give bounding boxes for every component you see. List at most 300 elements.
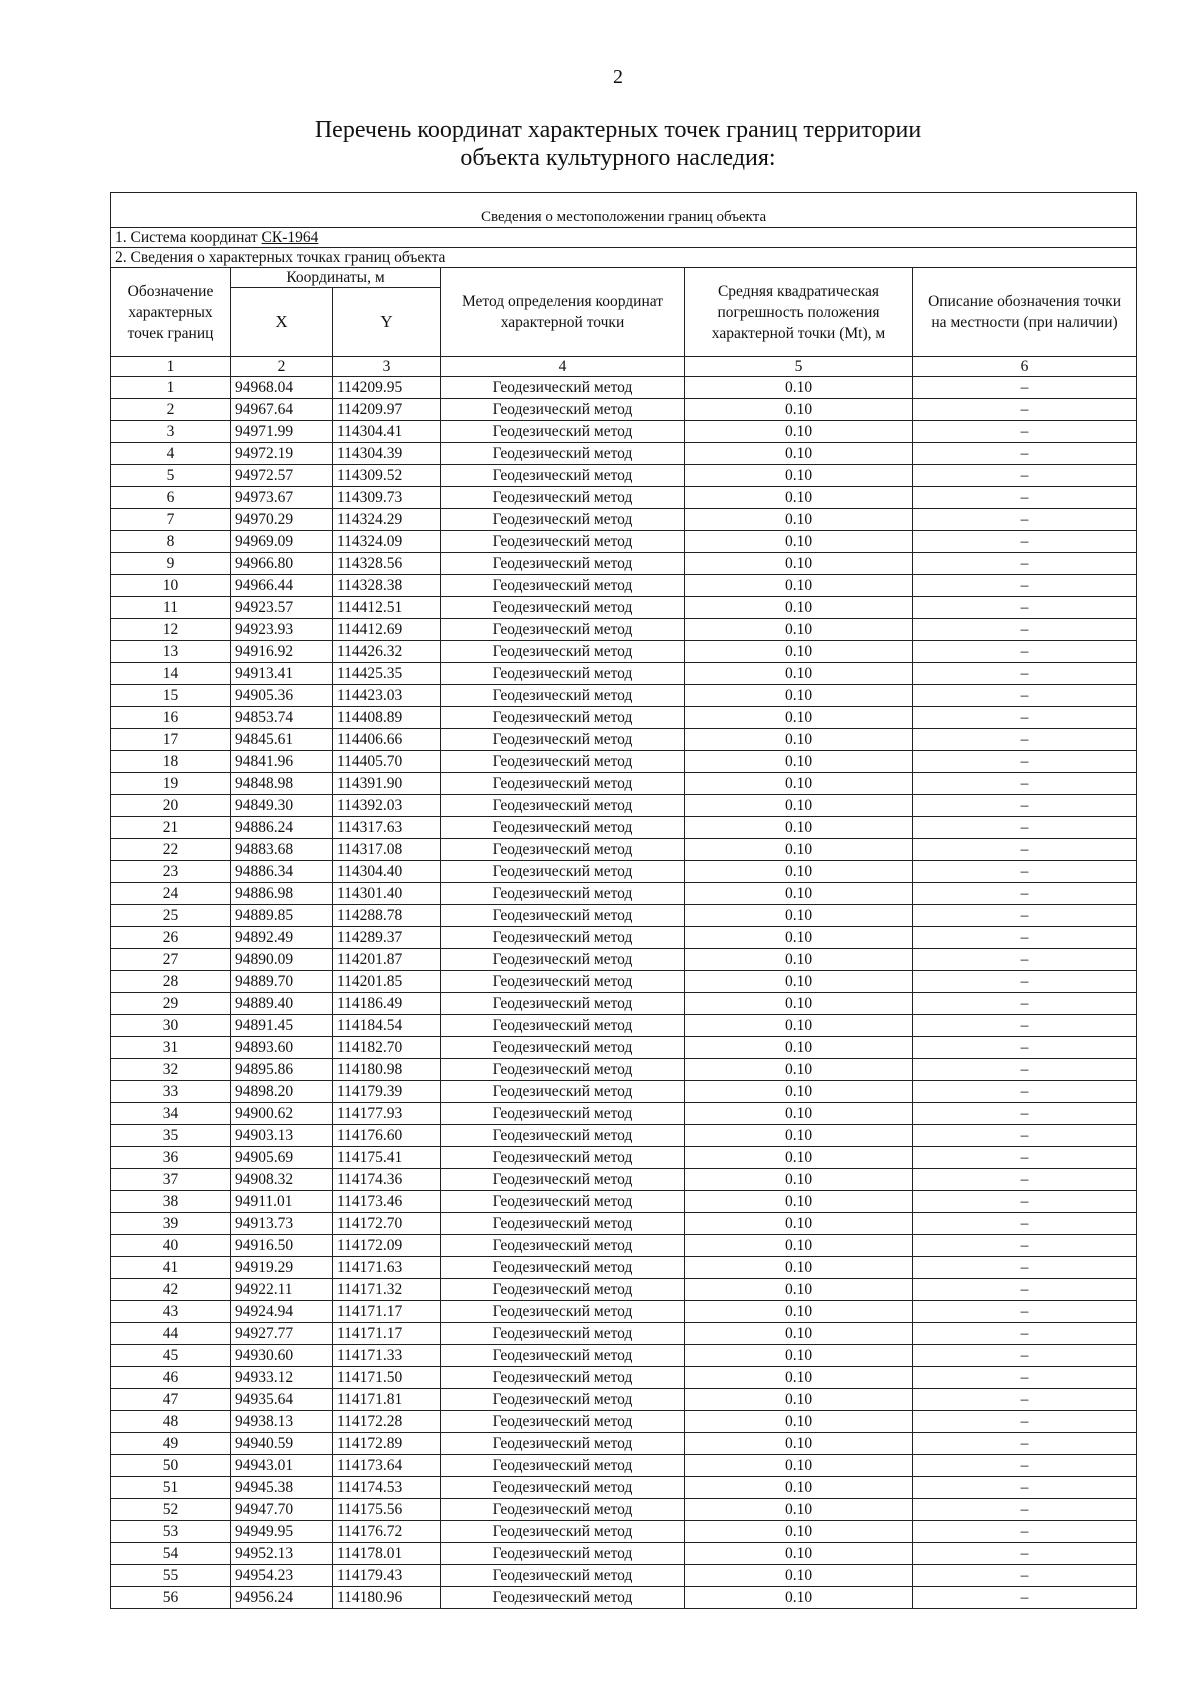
point-number-cell: 52 <box>111 1499 231 1521</box>
description-cell: – <box>913 1477 1137 1499</box>
page-title <box>0 116 1200 172</box>
point-number-cell: 27 <box>111 949 231 971</box>
section-title-row <box>111 193 1137 228</box>
point-number-cell: 53 <box>111 1521 231 1543</box>
table-row <box>111 685 1137 707</box>
description-cell: – <box>913 1499 1137 1521</box>
point-number-cell: 5 <box>111 465 231 487</box>
point-number-cell: 55 <box>111 1565 231 1587</box>
table-row <box>111 1389 1137 1411</box>
point-number-cell: 29 <box>111 993 231 1015</box>
y-coordinate-cell: 114171.17 <box>333 1323 441 1345</box>
method-cell: Геодезический метод <box>441 773 685 795</box>
y-coordinate-cell: 114173.46 <box>333 1191 441 1213</box>
x-coordinate-cell: 94908.32 <box>231 1169 333 1191</box>
point-number-cell: 45 <box>111 1345 231 1367</box>
method-cell: Геодезический метод <box>441 707 685 729</box>
table-row <box>111 1543 1137 1565</box>
point-number-cell: 25 <box>111 905 231 927</box>
method-cell: Геодезический метод <box>441 1301 685 1323</box>
description-cell: – <box>913 1521 1137 1543</box>
point-number-cell: 11 <box>111 597 231 619</box>
description-cell: – <box>913 1213 1137 1235</box>
y-coordinate-cell: 114426.32 <box>333 641 441 663</box>
accuracy-cell: 0.10 <box>685 1301 913 1323</box>
table-row <box>111 927 1137 949</box>
method-cell: Геодезический метод <box>441 421 685 443</box>
accuracy-cell: 0.10 <box>685 707 913 729</box>
point-number-cell: 28 <box>111 971 231 993</box>
table-row <box>111 1323 1137 1345</box>
method-cell: Геодезический метод <box>441 553 685 575</box>
y-coordinate-cell: 114178.01 <box>333 1543 441 1565</box>
coordinate-system-value: СК-1964 <box>261 228 319 246</box>
point-number-cell: 15 <box>111 685 231 707</box>
y-coordinate-cell: 114172.28 <box>333 1411 441 1433</box>
table-row <box>111 1587 1137 1609</box>
x-coordinate-cell: 94968.04 <box>231 377 333 399</box>
description-cell: – <box>913 1015 1137 1037</box>
y-coordinate-cell: 114171.33 <box>333 1345 441 1367</box>
description-cell: – <box>913 619 1137 641</box>
method-cell: Геодезический метод <box>441 531 685 553</box>
method-cell: Геодезический метод <box>441 1147 685 1169</box>
coordinate-system <box>111 228 1137 248</box>
x-coordinate-cell: 94933.12 <box>231 1367 333 1389</box>
x-coordinate-cell: 94943.01 <box>231 1455 333 1477</box>
accuracy-cell: 0.10 <box>685 377 913 399</box>
table-row <box>111 1015 1137 1037</box>
y-coordinate-cell: 114304.41 <box>333 421 441 443</box>
description-cell: – <box>913 1389 1137 1411</box>
point-number-cell: 50 <box>111 1455 231 1477</box>
accuracy-cell: 0.10 <box>685 751 913 773</box>
x-coordinate-cell: 94889.70 <box>231 971 333 993</box>
table-row <box>111 487 1137 509</box>
y-coordinate-cell: 114171.32 <box>333 1279 441 1301</box>
point-number-cell: 3 <box>111 421 231 443</box>
y-coordinate-cell: 114317.63 <box>333 817 441 839</box>
header-x: X <box>231 288 333 357</box>
method-cell: Геодезический метод <box>441 905 685 927</box>
description-cell: – <box>913 465 1137 487</box>
table-row <box>111 421 1137 443</box>
y-coordinate-cell: 114317.08 <box>333 839 441 861</box>
point-number-cell: 54 <box>111 1543 231 1565</box>
method-cell: Геодезический метод <box>441 1257 685 1279</box>
point-number-cell: 17 <box>111 729 231 751</box>
accuracy-cell: 0.10 <box>685 729 913 751</box>
x-coordinate-cell: 94892.49 <box>231 927 333 949</box>
method-cell: Геодезический метод <box>441 487 685 509</box>
description-cell: – <box>913 509 1137 531</box>
method-cell: Геодезический метод <box>441 399 685 421</box>
x-coordinate-cell: 94945.38 <box>231 1477 333 1499</box>
table-row <box>111 1367 1137 1389</box>
description-cell: – <box>913 1455 1137 1477</box>
description-cell: – <box>913 1433 1137 1455</box>
accuracy-cell: 0.10 <box>685 641 913 663</box>
description-cell: – <box>913 1301 1137 1323</box>
method-cell: Геодезический метод <box>441 1037 685 1059</box>
description-cell: – <box>913 1169 1137 1191</box>
x-coordinate-cell: 94938.13 <box>231 1411 333 1433</box>
y-coordinate-cell: 114405.70 <box>333 751 441 773</box>
column-number: 5 <box>685 357 913 377</box>
y-coordinate-cell: 114304.39 <box>333 443 441 465</box>
point-number-cell: 40 <box>111 1235 231 1257</box>
accuracy-cell: 0.10 <box>685 1499 913 1521</box>
point-number-cell: 46 <box>111 1367 231 1389</box>
points-section-label: 2. Сведения о характерных точках границ объекта <box>111 248 1137 268</box>
x-coordinate-cell: 94890.09 <box>231 949 333 971</box>
x-coordinate-cell: 94913.41 <box>231 663 333 685</box>
accuracy-cell: 0.10 <box>685 1455 913 1477</box>
y-coordinate-cell: 114391.90 <box>333 773 441 795</box>
y-coordinate-cell: 114406.66 <box>333 729 441 751</box>
table-row <box>111 575 1137 597</box>
description-cell: – <box>913 1279 1137 1301</box>
description-cell: – <box>913 1345 1137 1367</box>
method-cell: Геодезический метод <box>441 1345 685 1367</box>
point-number-cell: 30 <box>111 1015 231 1037</box>
method-cell: Геодезический метод <box>441 949 685 971</box>
table-row <box>111 1169 1137 1191</box>
y-coordinate-cell: 114301.40 <box>333 883 441 905</box>
column-number: 1 <box>111 357 231 377</box>
accuracy-cell: 0.10 <box>685 1213 913 1235</box>
table-row <box>111 1565 1137 1587</box>
accuracy-cell: 0.10 <box>685 1345 913 1367</box>
point-number-cell: 51 <box>111 1477 231 1499</box>
accuracy-cell: 0.10 <box>685 1103 913 1125</box>
description-cell: – <box>913 1565 1137 1587</box>
y-coordinate-cell: 114309.52 <box>333 465 441 487</box>
y-coordinate-cell: 114425.35 <box>333 663 441 685</box>
description-cell: – <box>913 597 1137 619</box>
table-row <box>111 1081 1137 1103</box>
table-row <box>111 443 1137 465</box>
y-coordinate-cell: 114288.78 <box>333 905 441 927</box>
header-description: Описание обозначения точки на местности (при наличии) <box>913 268 1137 357</box>
y-coordinate-cell: 114176.72 <box>333 1521 441 1543</box>
description-cell: – <box>913 1059 1137 1081</box>
description-cell: – <box>913 1081 1137 1103</box>
x-coordinate-cell: 94895.86 <box>231 1059 333 1081</box>
header-y: Y <box>333 288 441 357</box>
y-coordinate-cell: 114172.89 <box>333 1433 441 1455</box>
table-row <box>111 377 1137 399</box>
x-coordinate-cell: 94905.69 <box>231 1147 333 1169</box>
description-cell: – <box>913 531 1137 553</box>
x-coordinate-cell: 94889.85 <box>231 905 333 927</box>
point-number-cell: 41 <box>111 1257 231 1279</box>
x-coordinate-cell: 94883.68 <box>231 839 333 861</box>
table-row <box>111 619 1137 641</box>
x-coordinate-cell: 94845.61 <box>231 729 333 751</box>
point-number-cell: 31 <box>111 1037 231 1059</box>
method-cell: Геодезический метод <box>441 1499 685 1521</box>
y-coordinate-cell: 114324.29 <box>333 509 441 531</box>
method-cell: Геодезический метод <box>441 509 685 531</box>
point-number-cell: 4 <box>111 443 231 465</box>
x-coordinate-cell: 94972.19 <box>231 443 333 465</box>
description-cell: – <box>913 883 1137 905</box>
point-number-cell: 47 <box>111 1389 231 1411</box>
y-coordinate-cell: 114176.60 <box>333 1125 441 1147</box>
description-cell: – <box>913 927 1137 949</box>
y-coordinate-cell: 114179.39 <box>333 1081 441 1103</box>
point-number-cell: 32 <box>111 1059 231 1081</box>
section-title: Сведения о местоположении границ объекта <box>111 193 1137 228</box>
point-number-cell: 19 <box>111 773 231 795</box>
y-coordinate-cell: 114175.56 <box>333 1499 441 1521</box>
x-coordinate-cell: 94940.59 <box>231 1433 333 1455</box>
accuracy-cell: 0.10 <box>685 949 913 971</box>
table-row <box>111 1301 1137 1323</box>
x-coordinate-cell: 94903.13 <box>231 1125 333 1147</box>
y-coordinate-cell: 114182.70 <box>333 1037 441 1059</box>
method-cell: Геодезический метод <box>441 641 685 663</box>
x-coordinate-cell: 94971.99 <box>231 421 333 443</box>
y-coordinate-cell: 114408.89 <box>333 707 441 729</box>
table-row <box>111 465 1137 487</box>
point-number-cell: 33 <box>111 1081 231 1103</box>
description-cell: – <box>913 861 1137 883</box>
accuracy-cell: 0.10 <box>685 443 913 465</box>
point-number-cell: 12 <box>111 619 231 641</box>
description-cell: – <box>913 663 1137 685</box>
x-coordinate-cell: 94956.24 <box>231 1587 333 1609</box>
y-coordinate-cell: 114392.03 <box>333 795 441 817</box>
method-cell: Геодезический метод <box>441 1103 685 1125</box>
accuracy-cell: 0.10 <box>685 1521 913 1543</box>
point-number-cell: 2 <box>111 399 231 421</box>
y-coordinate-cell: 114412.51 <box>333 597 441 619</box>
y-coordinate-cell: 114174.53 <box>333 1477 441 1499</box>
table-row <box>111 905 1137 927</box>
point-number-cell: 43 <box>111 1301 231 1323</box>
accuracy-cell: 0.10 <box>685 509 913 531</box>
y-coordinate-cell: 114172.09 <box>333 1235 441 1257</box>
accuracy-cell: 0.10 <box>685 1323 913 1345</box>
coordinate-system-row <box>111 228 1137 248</box>
method-cell: Геодезический метод <box>441 1279 685 1301</box>
accuracy-cell: 0.10 <box>685 861 913 883</box>
table-row <box>111 707 1137 729</box>
description-cell: – <box>913 1411 1137 1433</box>
x-coordinate-cell: 94900.62 <box>231 1103 333 1125</box>
header-coordinates: Координаты, м <box>231 268 441 288</box>
point-number-cell: 9 <box>111 553 231 575</box>
point-number-cell: 44 <box>111 1323 231 1345</box>
x-coordinate-cell: 94919.29 <box>231 1257 333 1279</box>
accuracy-cell: 0.10 <box>685 1147 913 1169</box>
table-row <box>111 1059 1137 1081</box>
method-cell: Геодезический метод <box>441 1081 685 1103</box>
accuracy-cell: 0.10 <box>685 685 913 707</box>
y-coordinate-cell: 114179.43 <box>333 1565 441 1587</box>
x-coordinate-cell: 94886.98 <box>231 883 333 905</box>
point-number-cell: 49 <box>111 1433 231 1455</box>
method-cell: Геодезический метод <box>441 1235 685 1257</box>
x-coordinate-cell: 94970.29 <box>231 509 333 531</box>
method-cell: Геодезический метод <box>441 861 685 883</box>
method-cell: Геодезический метод <box>441 971 685 993</box>
accuracy-cell: 0.10 <box>685 663 913 685</box>
method-cell: Геодезический метод <box>441 729 685 751</box>
accuracy-cell: 0.10 <box>685 553 913 575</box>
point-number-cell: 13 <box>111 641 231 663</box>
x-coordinate-cell: 94891.45 <box>231 1015 333 1037</box>
method-cell: Геодезический метод <box>441 1433 685 1455</box>
accuracy-cell: 0.10 <box>685 1565 913 1587</box>
accuracy-cell: 0.10 <box>685 1389 913 1411</box>
point-number-cell: 8 <box>111 531 231 553</box>
description-cell: – <box>913 1191 1137 1213</box>
table-row <box>111 1455 1137 1477</box>
x-coordinate-cell: 94886.24 <box>231 817 333 839</box>
method-cell: Геодезический метод <box>441 1543 685 1565</box>
title-line-1: Перечень координат характерных точек границ территории <box>314 117 922 143</box>
description-cell: – <box>913 1543 1137 1565</box>
accuracy-cell: 0.10 <box>685 1477 913 1499</box>
x-coordinate-cell: 94966.80 <box>231 553 333 575</box>
description-cell: – <box>913 839 1137 861</box>
x-coordinate-cell: 94969.09 <box>231 531 333 553</box>
accuracy-cell: 0.10 <box>685 531 913 553</box>
y-coordinate-cell: 114201.87 <box>333 949 441 971</box>
accuracy-cell: 0.10 <box>685 465 913 487</box>
y-coordinate-cell: 114209.97 <box>333 399 441 421</box>
x-coordinate-cell: 94967.64 <box>231 399 333 421</box>
method-cell: Геодезический метод <box>441 1191 685 1213</box>
point-number-cell: 37 <box>111 1169 231 1191</box>
x-coordinate-cell: 94853.74 <box>231 707 333 729</box>
accuracy-cell: 0.10 <box>685 619 913 641</box>
y-coordinate-cell: 114171.50 <box>333 1367 441 1389</box>
method-cell: Геодезический метод <box>441 465 685 487</box>
description-cell: – <box>913 773 1137 795</box>
accuracy-cell: 0.10 <box>685 1543 913 1565</box>
accuracy-cell: 0.10 <box>685 1257 913 1279</box>
accuracy-cell: 0.10 <box>685 883 913 905</box>
description-cell: – <box>913 971 1137 993</box>
accuracy-cell: 0.10 <box>685 993 913 1015</box>
accuracy-cell: 0.10 <box>685 1191 913 1213</box>
accuracy-cell: 0.10 <box>685 421 913 443</box>
x-coordinate-cell: 94966.44 <box>231 575 333 597</box>
method-cell: Геодезический метод <box>441 751 685 773</box>
table-row <box>111 1213 1137 1235</box>
column-number: 2 <box>231 357 333 377</box>
description-cell: – <box>913 993 1137 1015</box>
description-cell: – <box>913 1587 1137 1609</box>
method-cell: Геодезический метод <box>441 927 685 949</box>
point-number-cell: 39 <box>111 1213 231 1235</box>
description-cell: – <box>913 905 1137 927</box>
description-cell: – <box>913 1125 1137 1147</box>
column-number: 4 <box>441 357 685 377</box>
x-coordinate-cell: 94841.96 <box>231 751 333 773</box>
x-coordinate-cell: 94947.70 <box>231 1499 333 1521</box>
description-cell: – <box>913 685 1137 707</box>
x-coordinate-cell: 94949.95 <box>231 1521 333 1543</box>
description-cell: – <box>913 399 1137 421</box>
header-method: Метод определения координат характерной точки <box>441 268 685 357</box>
y-coordinate-cell: 114423.03 <box>333 685 441 707</box>
accuracy-cell: 0.10 <box>685 1367 913 1389</box>
point-number-cell: 1 <box>111 377 231 399</box>
x-coordinate-cell: 94952.13 <box>231 1543 333 1565</box>
method-cell: Геодезический метод <box>441 1059 685 1081</box>
y-coordinate-cell: 114175.41 <box>333 1147 441 1169</box>
x-coordinate-cell: 94893.60 <box>231 1037 333 1059</box>
method-cell: Геодезический метод <box>441 1521 685 1543</box>
method-cell: Геодезический метод <box>441 1411 685 1433</box>
method-cell: Геодезический метод <box>441 663 685 685</box>
title-line-2: объекта культурного наследия: <box>460 145 776 171</box>
point-number-cell: 26 <box>111 927 231 949</box>
method-cell: Геодезический метод <box>441 443 685 465</box>
point-number-cell: 23 <box>111 861 231 883</box>
table-row <box>111 1235 1137 1257</box>
description-cell: – <box>913 575 1137 597</box>
point-number-cell: 7 <box>111 509 231 531</box>
table-row <box>111 597 1137 619</box>
table-row <box>111 1125 1137 1147</box>
x-coordinate-cell: 94848.98 <box>231 773 333 795</box>
accuracy-cell: 0.10 <box>685 773 913 795</box>
accuracy-cell: 0.10 <box>685 1235 913 1257</box>
accuracy-cell: 0.10 <box>685 597 913 619</box>
y-coordinate-cell: 114177.93 <box>333 1103 441 1125</box>
y-coordinate-cell: 114184.54 <box>333 1015 441 1037</box>
table-row <box>111 751 1137 773</box>
table-row <box>111 861 1137 883</box>
method-cell: Геодезический метод <box>441 1169 685 1191</box>
description-cell: – <box>913 443 1137 465</box>
accuracy-cell: 0.10 <box>685 839 913 861</box>
table-row <box>111 509 1137 531</box>
accuracy-cell: 0.10 <box>685 1279 913 1301</box>
x-coordinate-cell: 94916.92 <box>231 641 333 663</box>
y-coordinate-cell: 114201.85 <box>333 971 441 993</box>
method-cell: Геодезический метод <box>441 883 685 905</box>
description-cell: – <box>913 553 1137 575</box>
description-cell: – <box>913 1235 1137 1257</box>
method-cell: Геодезический метод <box>441 1367 685 1389</box>
table-row <box>111 1191 1137 1213</box>
table-row <box>111 1411 1137 1433</box>
method-cell: Геодезический метод <box>441 795 685 817</box>
header-row-1 <box>111 268 1137 288</box>
method-cell: Геодезический метод <box>441 993 685 1015</box>
table-row <box>111 1499 1137 1521</box>
accuracy-cell: 0.10 <box>685 1081 913 1103</box>
accuracy-cell: 0.10 <box>685 927 913 949</box>
x-coordinate-cell: 94889.40 <box>231 993 333 1015</box>
point-number-cell: 20 <box>111 795 231 817</box>
description-cell: – <box>913 421 1137 443</box>
accuracy-cell: 0.10 <box>685 1433 913 1455</box>
accuracy-cell: 0.10 <box>685 487 913 509</box>
page-number: 2 <box>613 66 623 88</box>
x-coordinate-cell: 94923.57 <box>231 597 333 619</box>
y-coordinate-cell: 114324.09 <box>333 531 441 553</box>
y-coordinate-cell: 114171.63 <box>333 1257 441 1279</box>
y-coordinate-cell: 114186.49 <box>333 993 441 1015</box>
